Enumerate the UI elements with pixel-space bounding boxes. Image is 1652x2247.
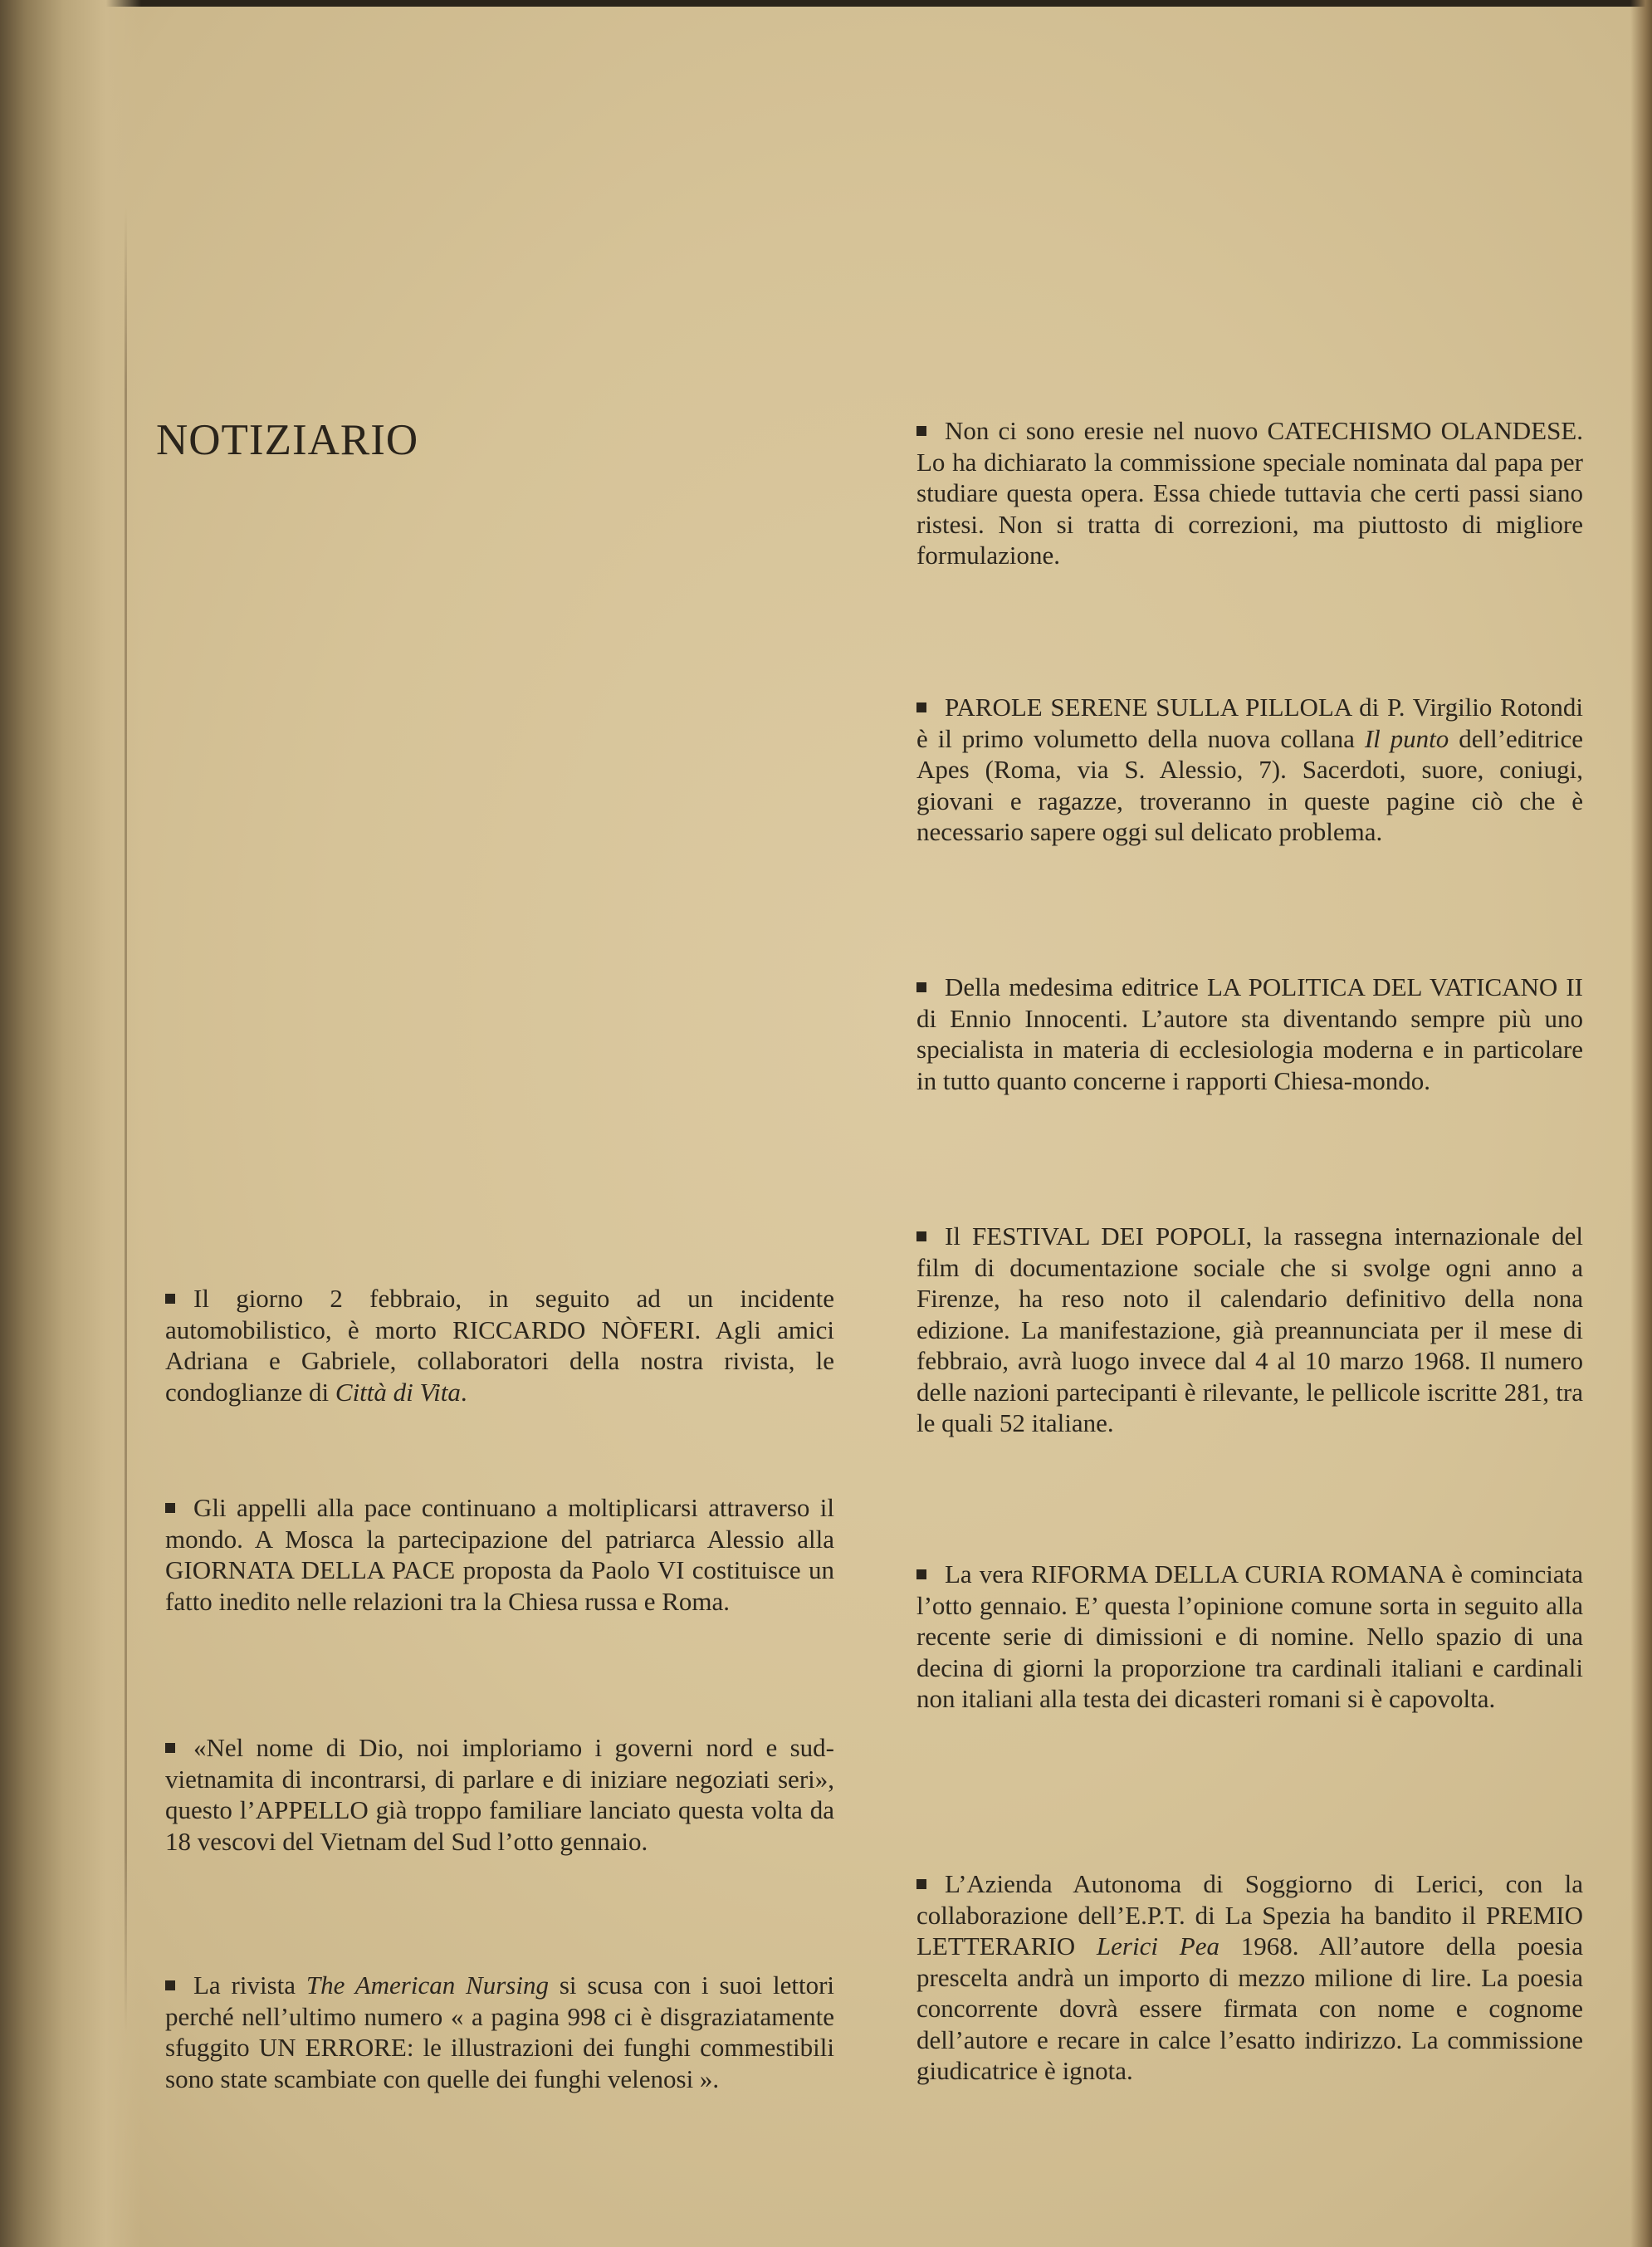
news-item-premio (916, 1868, 1583, 2087)
bullet-icon (165, 1743, 175, 1753)
news-item-text: La vera RIFORMA DELLA CURIA ROMANA è cominciata l’otto gennaio. E’ questa l’opinione comune sorta in seguito alla recente serie di dimissioni e di nomine. Nello spazio di una decina di giorni la proporzione tra cardinali italiani e cardinali non italiani alla testa dei dicasteri romani si è capovolta. (916, 1559, 1583, 1713)
bullet-icon (916, 982, 926, 992)
news-item-appello (165, 1732, 834, 1857)
news-item-pace (165, 1492, 834, 1617)
bullet-icon (165, 1294, 175, 1304)
news-item-text: Della medesima editrice LA POLITICA DEL VATICANO II di Ennio Innocenti. L’autore sta diventando sempre più uno specialista in materia di ecclesiologia moderna e in particolare in tutto quanto concerne i rapporti Chiesa-mondo. (916, 972, 1583, 1095)
page-right-edge (1630, 0, 1652, 2247)
bullet-icon (916, 702, 926, 712)
news-item-errore (165, 1970, 834, 2094)
news-item-text: Non ci sono eresie nel nuovo CATECHISMO OLANDESE. Lo ha dichiarato la commissione speciale nominata dal papa per studiare questa opera. Essa chiede tuttavia che certi passi siano ristesi. Non si tratta di correzioni, ma piuttosto di migliore formulazione. (916, 416, 1583, 570)
news-item-text: La rivista The American Nursing si scusa con i suoi lettori perché nell’ultimo numero « a pagina 998 ci è disgraziatamente sfuggito UN ERRORE: le illustrazioni dei funghi commestibili sono state scambiate con quelle dei funghi velenosi ». (165, 1970, 834, 2093)
bullet-icon (916, 1569, 926, 1579)
news-item-pillola (916, 692, 1583, 848)
news-item-festival (916, 1221, 1583, 1439)
news-item-curia (916, 1559, 1583, 1715)
binding-shadow (0, 0, 141, 2247)
news-item-politica (916, 972, 1583, 1096)
news-item-text: PAROLE SERENE SULLA PILLOLA di P. Virgilio Rotondi è il primo volumetto della nuova collana Il punto dell’editrice Apes (Roma, via S. Alessio, 7). Sacerdoti, suore, coniugi, giovani e ragazze, troveranno in queste pagine ciò che è necessario sapere oggi sul delicato problema. (916, 693, 1583, 846)
news-item-catechismo (916, 415, 1583, 571)
bullet-icon (916, 1231, 926, 1241)
bullet-icon (165, 1980, 175, 1990)
news-item-noferi (165, 1283, 834, 1407)
page-top-edge (0, 0, 1652, 7)
news-item-text: L’Azienda Autonoma di Soggiorno di Lerici, con la collaborazione dell’E.P.T. di La Spezia ha bandito il PREMIO LETTERARIO Lerici Pea 1968. All’autore della poesia prescelta andrà un importo di mezzo milione di lire. La poesia concorrente dovrà essere firmata con nome e cognome dell’autore e recare in calce l’esatto indirizzo. La commissione giudicatrice è ignota. (916, 1869, 1583, 2085)
news-item-text: Il FESTIVAL DEI POPOLI, la rassegna internazionale del film di documentazione sociale che si svolge ogni anno a Firenze, ha reso noto il calendario definitivo della nona edizione. La manifestazione, già preannunciata per il mese di febbraio, avrà luogo invece dal 4 al 10 marzo 1968. Il numero delle nazioni partecipanti è rilevante, le pellicole iscritte 281, tra le quali 52 italiane. (916, 1221, 1583, 1437)
bullet-icon (165, 1503, 175, 1513)
news-item-text: «Nel nome di Dio, noi imploriamo i governi nord e sud-vietnamita di incontrarsi, di parlare e di iniziare negoziati seri», questo l’APPELLO già troppo familiare lanciato questa volta da 18 vescovi del Vietnam del Sud l’otto gennaio. (165, 1733, 834, 1856)
binding-crease (125, 208, 127, 2034)
news-item-text: Il giorno 2 febbraio, in seguito ad un incidente automobilistico, è morto RICCARDO NÒFERI. Agli amici Adriana e Gabriele, collaboratori della nostra rivista, le condoglianze di Città di Vita. (165, 1284, 834, 1407)
bullet-icon (916, 1879, 926, 1889)
section-title: NOTIZIARIO (156, 416, 419, 464)
news-item-text: Gli appelli alla pace continuano a moltiplicarsi attraverso il mondo. A Mosca la partecipazione del patriarca Alessio alla GIORNATA DELLA PACE proposta da Paolo VI costituisce un fatto inedito nelle relazioni tra la Chiesa russa e Roma. (165, 1493, 834, 1616)
bullet-icon (916, 426, 926, 436)
